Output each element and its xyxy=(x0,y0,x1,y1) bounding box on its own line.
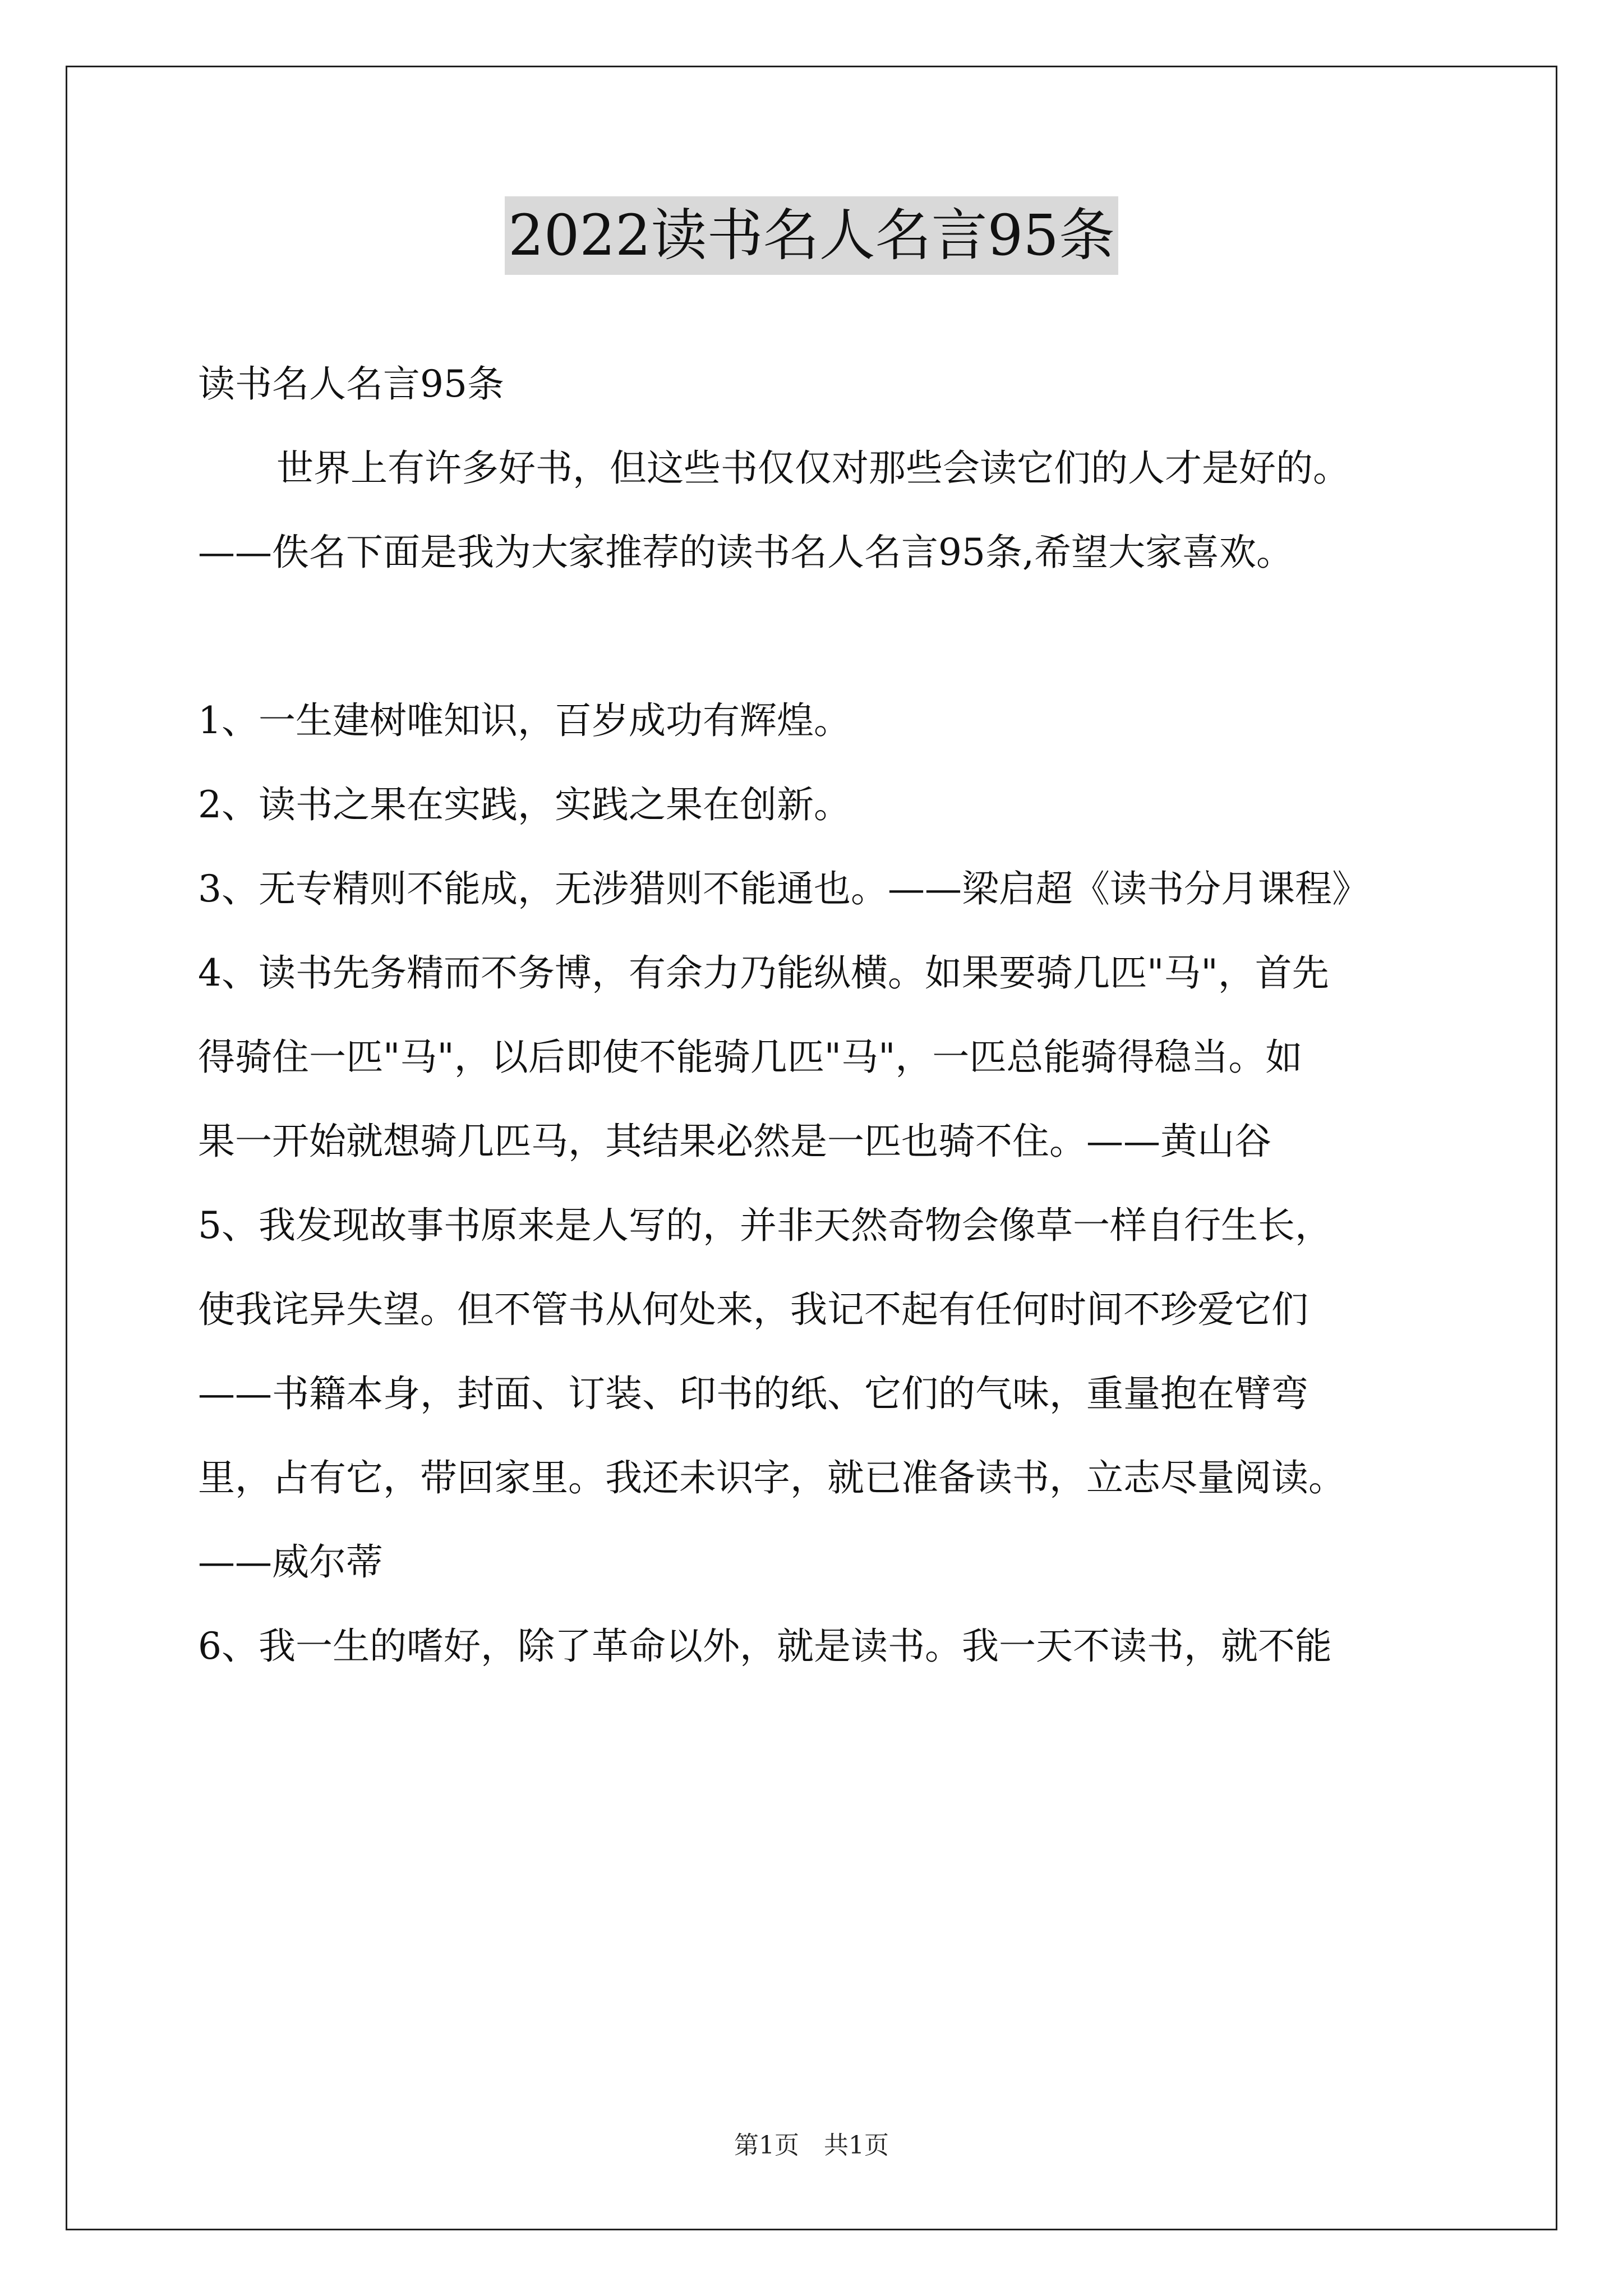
quote-line: 5、我发现故事书原来是人写的，并非天然奇物会像草一样自行生长， xyxy=(198,1204,1332,1247)
document-body xyxy=(198,342,1443,1688)
intro-line: 世界上有许多好书，但这些书仅仅对那些会读它们的人才是好的。 xyxy=(276,447,1350,490)
quote-line: 4、读书先务精而不务博，有余力乃能纵横。如果要骑几匹"马"，首先 xyxy=(198,951,1329,995)
quote-line: 2、读书之果在实践，实践之果在创新。 xyxy=(198,783,851,826)
quote-line: ——书籍本身，封面、订装、印书的纸、它们的气味，重量抱在臂弯 xyxy=(198,1372,1308,1415)
paragraph-gap xyxy=(198,595,1443,679)
quote-line: 使我诧异失望。但不管书从何处来，我记不起有任何时间不珍爱它们 xyxy=(198,1288,1308,1331)
title-wrap xyxy=(0,196,1623,275)
quote-line: 1、一生建树唯知识，百岁成功有辉煌。 xyxy=(198,699,851,742)
quote-line: 果一开始就想骑几匹马，其结果必然是一匹也骑不住。——黄山谷 xyxy=(198,1120,1271,1163)
quote-line: 里，占有它，带回家里。我还未识字，就已准备读书，立志尽量阅读。 xyxy=(198,1456,1345,1499)
quote-line: 3、无专精则不能成，无涉猎则不能通也。——梁启超《读书分月课程》 xyxy=(198,867,1369,910)
subtitle: 读书名人名言95条 xyxy=(198,362,504,406)
quote-line: ——威尔蒂 xyxy=(198,1540,383,1584)
quote-line: 6、我一生的嗜好，除了革命以外，就是读书。我一天不读书，就不能 xyxy=(198,1625,1332,1668)
page-footer: 第1页 共1页 xyxy=(734,2131,889,2160)
intro-line: ——佚名下面是我为大家推荐的读书名人名言95条,希望大家喜欢。 xyxy=(198,531,1293,574)
document-title: 2022读书名人名言95条 xyxy=(505,196,1118,275)
quote-line: 得骑住一匹"马"，以后即使不能骑几匹"马"，一匹总能骑得稳当。如 xyxy=(198,1036,1303,1079)
